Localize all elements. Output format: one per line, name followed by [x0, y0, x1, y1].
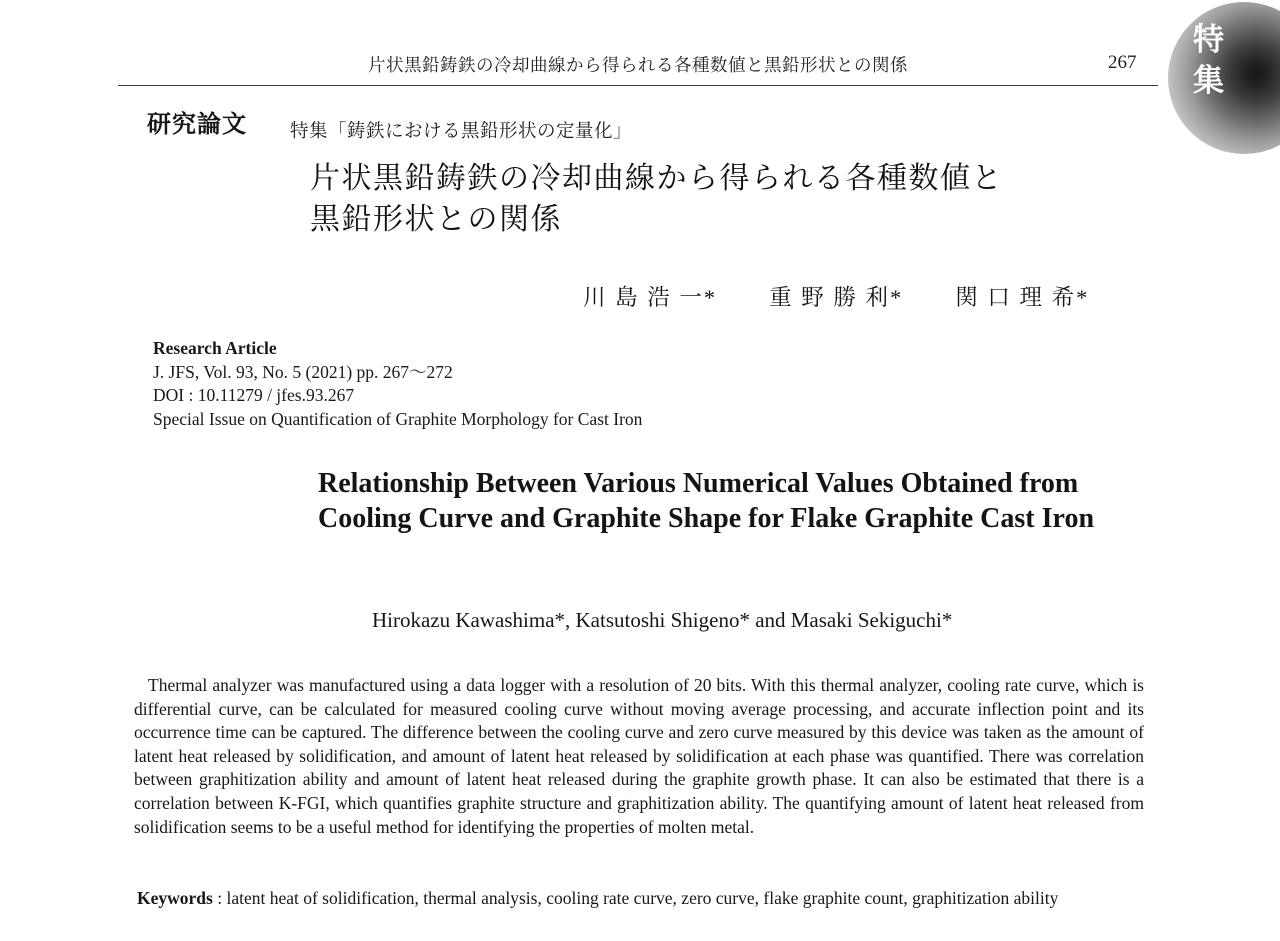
authors-jp [583, 280, 1089, 312]
article-title-jp-line2: 黒鉛形状との関係 [310, 203, 562, 236]
author-jp-2: 重 野 勝 利* [769, 285, 904, 310]
keywords-separator: : [212, 888, 227, 908]
badge-char-toku: 特 [1193, 22, 1224, 57]
keywords-label: Keywords [137, 888, 213, 908]
article-title-jp-line1: 片状黒鉛鋳鉄の冷却曲線から得られる各種数値と [310, 162, 1003, 195]
special-issue-badge-label [1193, 24, 1224, 96]
keywords-text: latent heat of solidification, thermal analysis, cooling rate curve, zero curve, flake graphite count, graphitization ability [226, 888, 1059, 908]
article-title-en: Relationship Between Various Numerical Values Obtained from Cooling Curve and Graphite Shape for Flake Graphite Cast Iron [318, 468, 1095, 534]
article-title-jp [310, 158, 1003, 240]
badge-char-shu: 集 [1193, 63, 1224, 98]
author-jp-1: 川 島 浩 一* [583, 285, 718, 310]
keywords-block [137, 887, 1257, 911]
doi-line: DOI : 10.11279 / jfes.93.267 [153, 385, 355, 405]
page-number: 267 [1108, 52, 1137, 73]
author-jp-3: 関 口 理 希* [955, 285, 1090, 310]
citation-line: J. JFS, Vol. 93, No. 5 (2021) pp. 267～272 [153, 361, 453, 382]
header-rule [118, 85, 1158, 86]
article-type-label-jp: 研究論文 [147, 111, 247, 138]
special-issue-series-jp: 特集「鋳鉄における黒鉛形状の定量化」 [290, 122, 633, 142]
special-issue-sphere-icon [1168, 2, 1280, 154]
authors-en: Hirokazu Kawashima*, Katsutoshi Shigeno* and Masaki Sekiguchi* [372, 608, 953, 632]
abstract-text: Thermal analyzer was manufactured using a data logger with a resolution of 20 bits. With this thermal analyzer, cooling rate curve, which is differential curve, can be calculated for measured cooling curve without moving average processing, and accurate inflection point and its occurrence time can be captured. The difference between the cooling curve and zero curve measured by this device was taken as the amount of latent heat released by solidification, and amount of latent heat released by solidification at each phase was quantified. There was correlation between graphitization ability and amount of latent heat released during the graphite growth phase. It can also be estimated that there is a correlation between K-FGI, which quantifies graphite structure and graphitization ability. The quantifying amount of latent heat released from solidification seems to be a useful method for identifying the properties of molten metal. [134, 675, 1144, 837]
special-issue-series-en: Special Issue on Quantification of Graphite Morphology for Cast Iron [153, 408, 643, 429]
running-header-title: 片状黒鉛鋳鉄の冷却曲線から得られる各種数値と黒鉛形状との関係 [368, 55, 908, 75]
article-type-label-en: Research Article [153, 338, 277, 358]
article-metadata [153, 337, 642, 431]
